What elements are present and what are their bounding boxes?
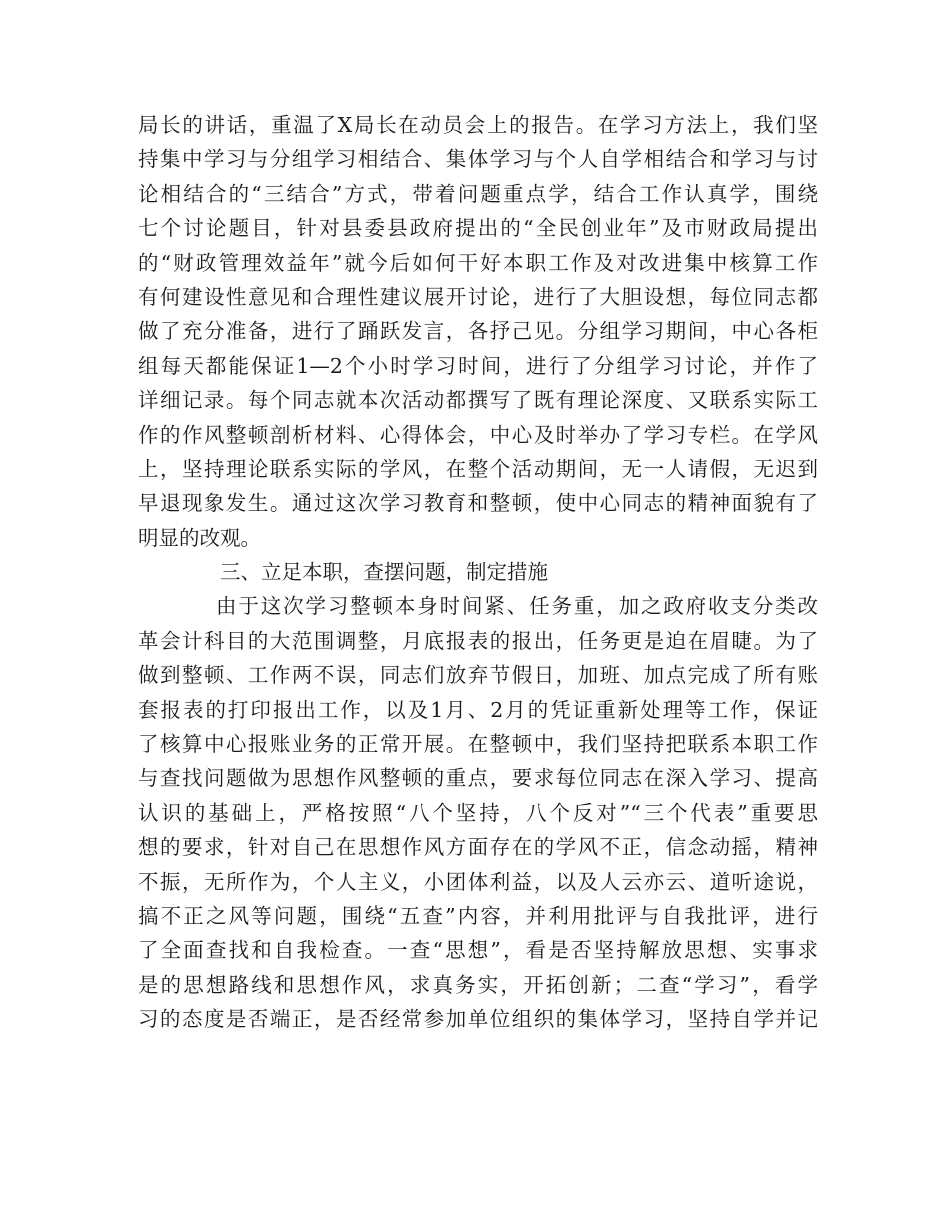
text-line: 认识的基础上，严格按照“八个坚持，八个反对”“三个代表”重要思 [138, 800, 818, 825]
paragraph-first-line: 由于这次学习整顿本身时间紧、任务重，加之政府收支分类改 [216, 594, 818, 619]
text-line: 持集中学习与分组学习相结合、集体学习与个人自学相结合和学习与讨 [138, 147, 818, 172]
text-line: 革会计科目的大范围调整，月底报表的报出，任务更是迫在眉睫。为了 [138, 628, 818, 653]
text-line: 作的作风整顿剖析材料、心得体会，中心及时举办了学习专栏。在学风 [138, 422, 818, 447]
text-line: 详细记录。每个同志就本次活动都撰写了既有理论深度、又联系实际工 [138, 388, 818, 413]
text-line: 想的要求，针对自己在思想作风方面存在的学风不正，信念动摇，精神 [138, 835, 818, 860]
text-line: 做到整顿、工作两不误，同志们放弃节假日，加班、加点完成了所有账 [138, 663, 818, 688]
text-line: 了核算中心报账业务的正常开展。在整顿中，我们坚持把联系本职工作 [138, 732, 818, 757]
text-line: 是的思想路线和思想作风，求真务实，开拓创新；二查“学习”，看学 [138, 972, 818, 997]
text-line: 不振，无所作为，个人主义，小团体利益，以及人云亦云、道听途说， [138, 869, 818, 894]
section-heading: 三、立足本职，查摆问题，制定措施 [220, 560, 548, 585]
text-line: 有何建设性意见和合理性建议展开讨论，进行了大胆设想，每位同志都 [138, 284, 818, 309]
text-line: 搞不正之风等问题，围绕“五查”内容，并利用批评与自我批评，进行 [138, 903, 818, 928]
text-line: 习的态度是否端正，是否经常参加单位组织的集体学习，坚持自学并记 [138, 1007, 818, 1032]
text-line: 局长的讲话，重温了X局长在动员会上的报告。在学习方法上，我们坚 [138, 113, 818, 137]
text-line: 早退现象发生。通过这次学习教育和整顿，使中心同志的精神面貌有了 [138, 491, 818, 516]
text-line: 七个讨论题目，针对县委县政府提出的“全民创业年”及市财政局提出 [138, 216, 818, 241]
body-text [138, 108, 818, 1037]
text-line: 套报表的打印报出工作，以及1月、2月的凭证重新处理等工作，保证 [138, 697, 818, 722]
text-line: 组每天都能保证1—2个小时学习时间，进行了分组学习讨论，并作了 [138, 353, 818, 378]
text-line: 的“财政管理效益年”就今后如何干好本职工作及对改进集中核算工作 [138, 250, 818, 275]
paragraph-end-line: 明显的改观。 [138, 525, 261, 550]
text-line: 做了充分准备，进行了踊跃发言，各抒己见。分组学习期间，中心各柜 [138, 319, 818, 344]
text-line: 了全面查找和自我检查。一查“思想”，看是否坚持解放思想、实事求 [138, 938, 818, 963]
text-line: 论相结合的“三结合”方式，带着问题重点学，结合工作认真学，围绕 [138, 181, 818, 206]
text-line: 上，坚持理论联系实际的学风，在整个活动期间，无一人请假，无迟到 [138, 456, 818, 481]
text-line: 与查找问题做为思想作风整顿的重点，要求每位同志在深入学习、提高 [138, 766, 818, 791]
